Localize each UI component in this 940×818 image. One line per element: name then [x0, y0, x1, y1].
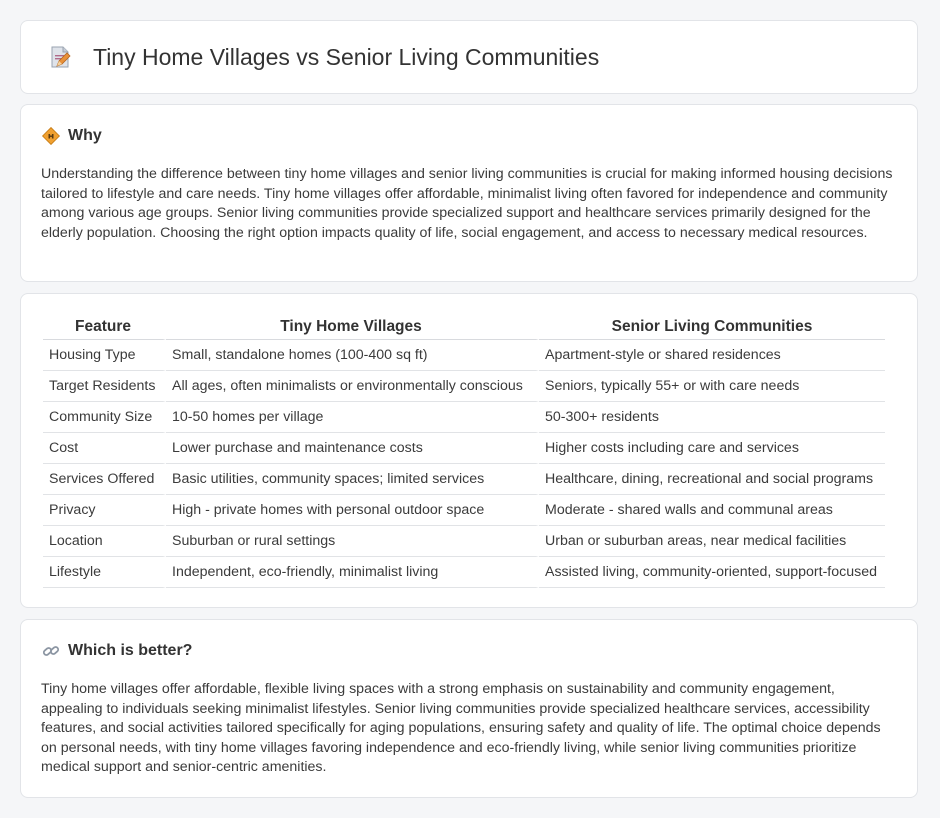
table-cell-tiny-home: High - private homes with personal outdoor space [166, 495, 539, 526]
table-cell-senior-living: Moderate - shared walls and communal areas [539, 495, 885, 526]
why-heading: Why [68, 127, 102, 144]
table-cell-feature: Target Residents [43, 371, 166, 402]
why-header [42, 127, 102, 145]
table-cell-feature: Community Size [43, 402, 166, 433]
table-cell-tiny-home: 10-50 homes per village [166, 402, 539, 433]
table-cell-feature: Lifestyle [43, 557, 166, 588]
table-row [43, 340, 885, 371]
table-cell-senior-living: 50-300+ residents [539, 402, 885, 433]
column-header-tiny-home-villages: Tiny Home Villages [166, 314, 539, 340]
table-cell-tiny-home: Small, standalone homes (100-400 sq ft) [166, 340, 539, 371]
table-cell-tiny-home: Independent, eco-friendly, minimalist living [166, 557, 539, 588]
table-cell-senior-living: Assisted living, community-oriented, support-focused [539, 557, 885, 588]
table-cell-senior-living: Healthcare, dining, recreational and social programs [539, 464, 885, 495]
column-header-feature: Feature [43, 314, 166, 340]
better-paragraph: Tiny home villages offer affordable, flexible living spaces with a strong emphasis on sustainability and community engagement, appealing to individuals seeking minimalist lifestyles. Senior living communities provide specialized healthcare services, accessibility features, and social activities tailored specifically for aging populations, ensuring safety and quality of life. The optimal choice depends on personal needs, with tiny home villages favoring independence and eco-friendly living, while senior living communities prioritize medical support and senior-centric amenities. [41, 681, 881, 776]
better-header [42, 642, 192, 660]
diamond-sign-icon [42, 127, 60, 145]
table-cell-feature: Housing Type [43, 340, 166, 371]
table-row [43, 557, 885, 588]
table-row [43, 402, 885, 433]
table-cell-senior-living: Urban or suburban areas, near medical facilities [539, 526, 885, 557]
table-cell-feature: Location [43, 526, 166, 557]
table-row [43, 464, 885, 495]
table-cell-senior-living: Apartment-style or shared residences [539, 340, 885, 371]
table-row [43, 495, 885, 526]
table-cell-senior-living: Higher costs including care and services [539, 433, 885, 464]
table-cell-tiny-home: Lower purchase and maintenance costs [166, 433, 539, 464]
comparison-table-card [20, 293, 918, 608]
better-heading: Which is better? [68, 642, 193, 659]
page-title: Tiny Home Villages vs Senior Living Communities [93, 43, 600, 70]
table-row [43, 433, 885, 464]
table-cell-tiny-home: All ages, often minimalists or environmentally conscious [166, 371, 539, 402]
title-row [21, 21, 917, 93]
link-icon [42, 642, 60, 660]
why-paragraph: Understanding the difference between tiny home villages and senior living communities is crucial for making informed housing decisions tailored to lifestyle and care needs. Tiny home villages offer affordable, minimalist living often favored for independence and community among various age groups. Senior living communities provide specialized support and healthcare services primarily designed for the elderly population. Choosing the right option impacts quality of life, social engagement, and access to necessary medical resources. [41, 166, 893, 241]
table-row [43, 371, 885, 402]
comparison-table [43, 314, 885, 588]
which-is-better-section [20, 619, 918, 798]
table-header-row [43, 314, 885, 340]
title-card [20, 20, 918, 94]
table-row [43, 526, 885, 557]
table-cell-feature: Privacy [43, 495, 166, 526]
table-cell-senior-living: Seniors, typically 55+ or with care needs [539, 371, 885, 402]
why-section [20, 104, 918, 282]
table-cell-tiny-home: Suburban or rural settings [166, 526, 539, 557]
table-cell-feature: Cost [43, 433, 166, 464]
document-pencil-icon [47, 44, 73, 70]
table-cell-tiny-home: Basic utilities, community spaces; limited services [166, 464, 539, 495]
column-header-senior-living-communities: Senior Living Communities [539, 314, 885, 340]
table-cell-feature: Services Offered [43, 464, 166, 495]
